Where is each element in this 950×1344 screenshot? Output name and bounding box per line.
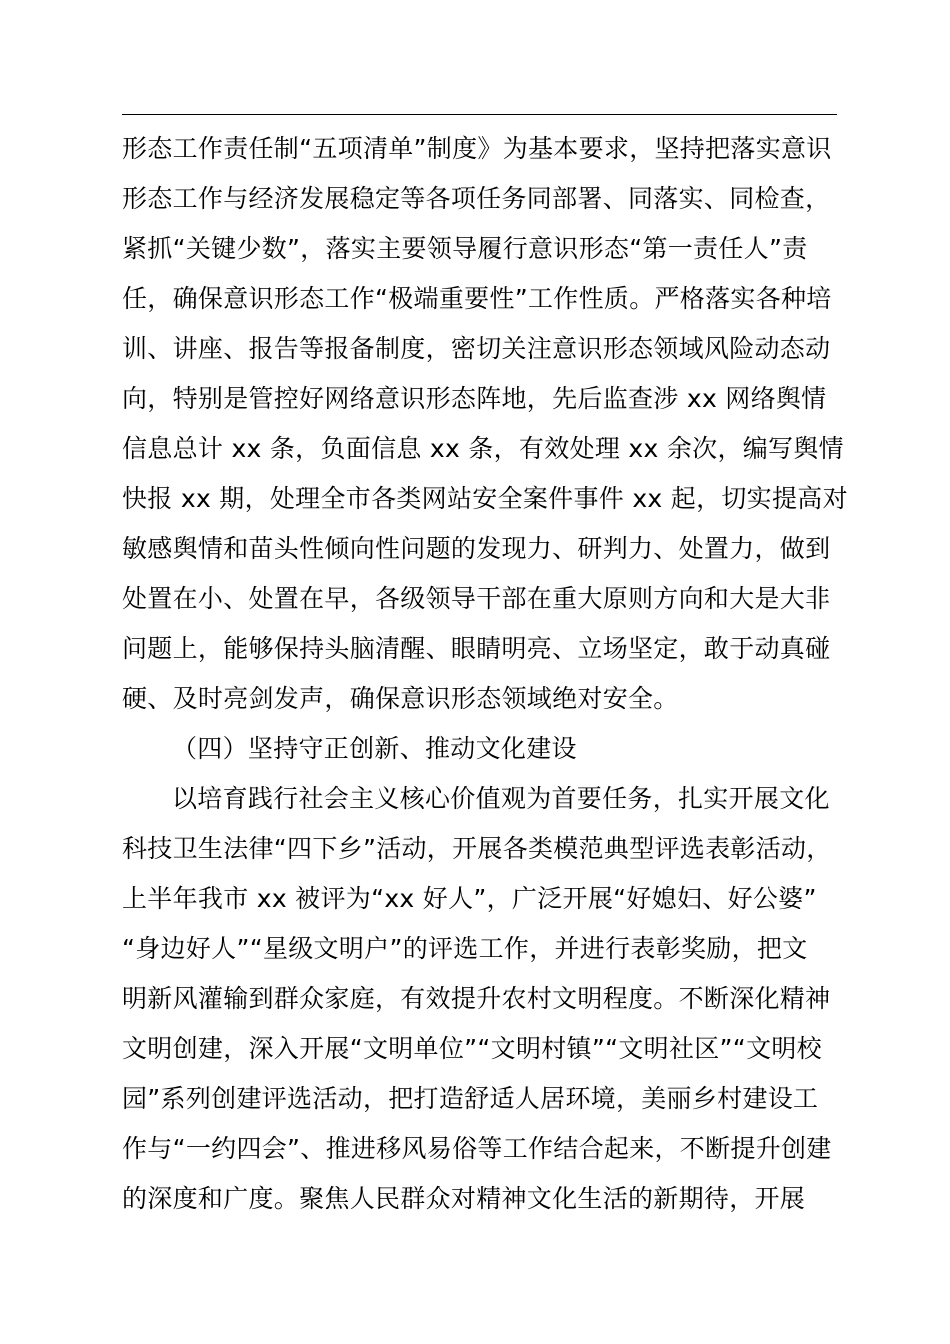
text-line: 形态工作与经济发展稳定等各项任务同部署、同落实、同检查， (122, 184, 831, 213)
text-line: 任，确保意识形态工作“极端重要性”工作性质。严格落实各种培 (122, 284, 832, 313)
text-line: 向，特别是管控好网络意识形态阵地，先后监查涉 xx 网络舆情 (122, 384, 827, 413)
text-line: 快报 xx 期，处理全市各类网站安全案件事件 xx 起，切实提高对 (122, 484, 848, 513)
text-line: 训、讲座、报告等报备制度，密切关注意识形态领域风险动态动 (122, 334, 831, 363)
text-line: 处置在小、处置在早，各级领导干部在重大原则方向和大是大非 (122, 584, 831, 613)
text-line: 形态工作责任制“五项清单”制度》为基本要求，坚持把落实意识 (122, 134, 832, 163)
text-line: 上半年我市 xx 被评为“xx 好人”，广泛开展“好媳妇、好公婆” (122, 884, 817, 913)
header-rule (122, 114, 837, 115)
text-line: “身边好人”“星级文明户”的评选工作，并进行表彰奖励，把文 (122, 934, 808, 963)
text-line: 紧抓“关键少数”，落实主要领导履行意识形态“第一责任人”责 (122, 234, 808, 263)
text-line: 硬、及时亮剑发声，确保意识形态领域绝对安全。 (122, 684, 679, 713)
document-body (122, 124, 848, 1224)
text-line: 的深度和广度。聚焦人民群众对精神文化生活的新期待，开展 (122, 1184, 806, 1213)
text-line: 文明创建，深入开展“文明单位”“文明村镇”“文明社区”“文明校 (122, 1034, 822, 1063)
text-line: 作与“一约四会”、推进移风易俗等工作结合起来，不断提升创建 (122, 1134, 832, 1163)
text-line: 敏感舆情和苗头性倾向性问题的发现力、研判力、处置力，做到 (122, 534, 831, 563)
text-line: 园”系列创建评选活动，把打造舒适人居环境，美丽乡村建设工 (122, 1084, 819, 1113)
text-line: 以培育践行社会主义核心价值观为首要任务，扎实开展文化 (172, 784, 830, 813)
section-heading: （四）坚持守正创新、推动文化建设 (172, 734, 577, 763)
text-line: 问题上，能够保持头脑清醒、眼睛明亮、立场坚定，敢于动真碰 (122, 634, 831, 663)
text-line: 明新风灌输到群众家庭，有效提升农村文明程度。不断深化精神 (122, 984, 831, 1013)
text-line: 科技卫生法律“四下乡”活动，开展各类模范典型评选表彰活动， (122, 834, 832, 863)
text-line: 信息总计 xx 条，负面信息 xx 条，有效处理 xx 余次，编写舆情 (122, 434, 844, 463)
